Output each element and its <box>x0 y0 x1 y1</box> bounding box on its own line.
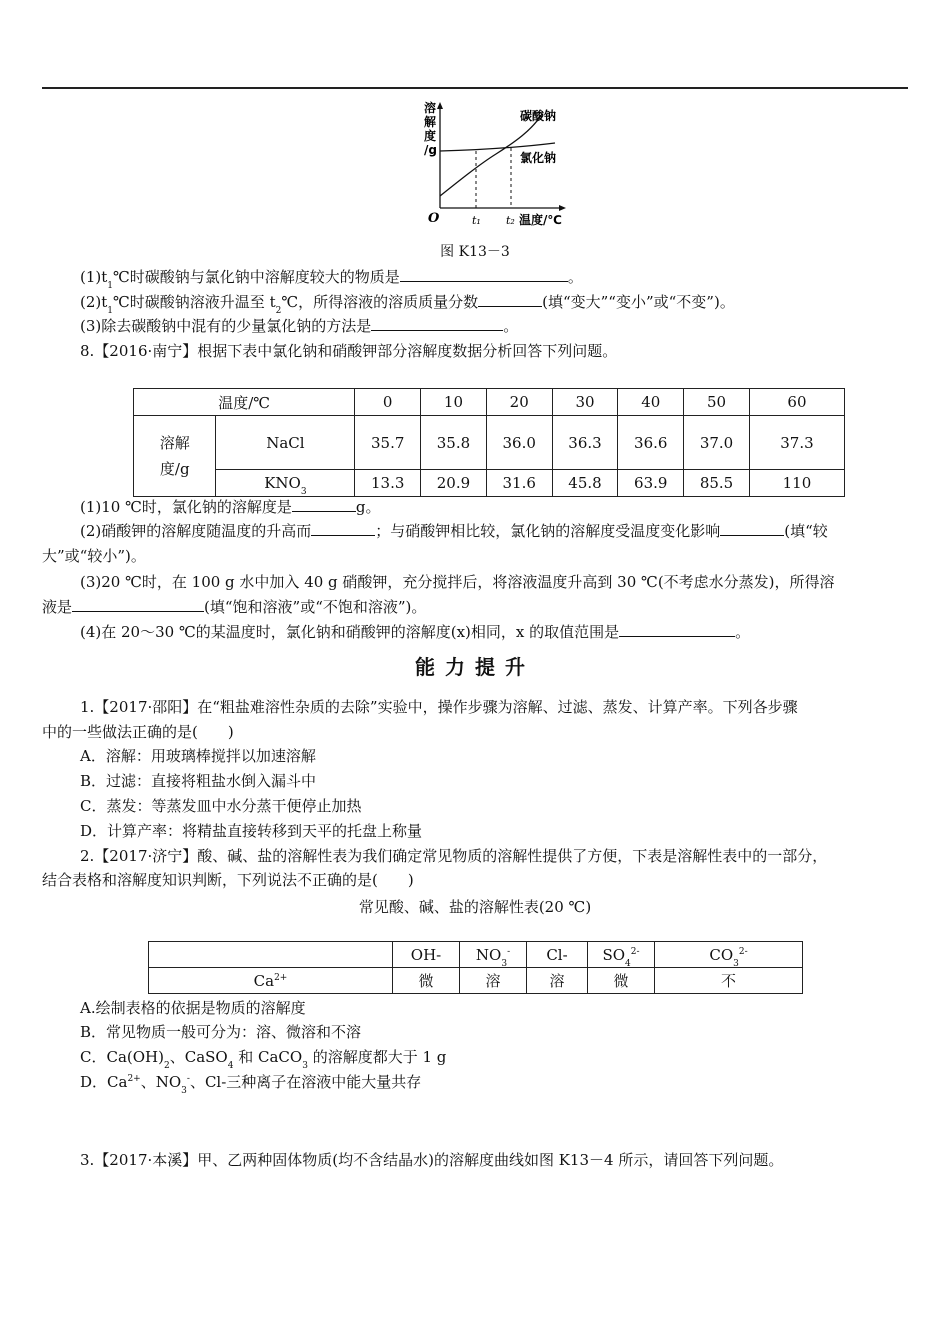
nacl-value: 36.3 <box>552 416 618 470</box>
answer-blank[interactable] <box>720 521 784 536</box>
p2-option-b[interactable]: B．常见物质一般可分为：溶、微溶和不溶 <box>80 1023 362 1041</box>
p2-option-a[interactable]: A.绘制表格的依据是物质的溶解度 <box>80 999 306 1017</box>
q7-part2: $(2)t_1℃$时碳酸钠溶液升温至 $t_2℃$，所得溶液的溶质质量分数 (填“变大”“变小”或“不变”)。 <box>80 293 735 316</box>
nacl-curve <box>440 143 555 151</box>
solubility-figure <box>420 98 570 233</box>
q8-part3-cont: 液是 (填“饱和溶液”或“不饱和溶液”)。 <box>42 598 427 616</box>
curve-label-nacl: 氯化钠 <box>520 151 557 165</box>
anion-cl: Cl- <box>527 942 588 968</box>
kno3-value: 31.6 <box>486 470 552 497</box>
figure-caption: 图 K13－3 <box>440 244 510 260</box>
ylabel-char-1: 溶 <box>424 101 437 115</box>
nacl-value: 37.0 <box>684 416 750 470</box>
q8-part3: (3)20 ℃时，在 100 g 水中加入 40 g 硝酸钾，充分搅拌后，将溶液温度升高到 30 ℃(不考虑水分蒸发)，所得溶 <box>80 573 835 591</box>
p1-option-b[interactable]: B．过滤：直接将粗盐水倒入漏斗中 <box>80 772 317 790</box>
nacl-label: NaCl <box>216 416 355 470</box>
xlabel: 温度/℃ <box>519 213 562 227</box>
nacl-value: 36.0 <box>486 416 552 470</box>
kno3-value: 45.8 <box>552 470 618 497</box>
p2-stem: 2.【2017·济宁】酸、碱、盐的溶解性表为我们确定常见物质的溶解性提供了方便，下表是溶解性表中的一部分， <box>80 847 828 865</box>
p1-stem-cont: 中的一些做法正确的是( ) <box>42 723 234 741</box>
answer-blank[interactable] <box>311 521 375 536</box>
q7-part3: (3)除去碳酸钠中混有的少量氯化钠的方法是 。 <box>80 317 519 335</box>
kno3-value: 110 <box>749 470 844 497</box>
ylabel-char-2: 解 <box>424 115 437 129</box>
header-rule <box>42 87 908 89</box>
anion-no3: $NO_3^-$ <box>460 942 527 968</box>
t2-label: t₂ <box>506 214 515 227</box>
q8-part2: (2)硝酸钾的溶解度随温度的升高而 ；与硝酸钾相比较，氯化钠的溶解度受温度变化影响 (填“较 <box>80 522 828 540</box>
ylabel-char-3: 度 <box>424 129 437 143</box>
answer-blank[interactable] <box>292 497 356 512</box>
solubility-cell: 溶 <box>460 968 527 994</box>
x-axis-arrow <box>559 205 566 211</box>
p1-option-d[interactable]: D．计算产率：将精盐直接转移到天平的托盘上称量 <box>80 822 423 840</box>
solubility-cell: 微 <box>393 968 460 994</box>
temp-cell: 0 <box>355 389 421 416</box>
p3-stem: 3.【2017·本溪】甲、乙两种固体物质(均不含结晶水)的溶解度曲线如图 K13－4 所示，请回答下列问题。 <box>80 1151 784 1169</box>
temp-cell: 20 <box>486 389 552 416</box>
solubility-table <box>133 388 845 497</box>
p2-stem-cont: 结合表格和溶解度知识判断，下列说法不正确的是( ) <box>42 871 414 889</box>
anion-oh: OH- <box>393 942 460 968</box>
temp-header: 温度/℃ <box>134 389 355 416</box>
kno3-label: $KNO_3$ <box>216 470 355 497</box>
temp-cell: 50 <box>684 389 750 416</box>
p1-option-a[interactable]: A．溶解：用玻璃棒搅拌以加速溶解 <box>80 747 316 765</box>
answer-blank[interactable] <box>400 267 568 282</box>
p1-stem: 1.【2017·邵阳】在“粗盐难溶性杂质的去除”实验中，操作步骤为溶解、过滤、蒸发、计算产率。下列各步骤 <box>80 698 798 716</box>
solubility-cell: 溶 <box>527 968 588 994</box>
p1-option-c[interactable]: C．蒸发：等蒸发皿中水分蒸干便停止加热 <box>80 797 362 815</box>
kno3-value: 63.9 <box>618 470 684 497</box>
y-axis-arrow <box>437 102 443 109</box>
answer-blank[interactable] <box>371 316 503 331</box>
kno3-value: 20.9 <box>421 470 487 497</box>
kno3-value: 85.5 <box>684 470 750 497</box>
q8-stem: 8.【2016·南宁】根据下表中氯化钠和硝酸钾部分溶解度数据分析回答下列问题。 <box>80 342 618 360</box>
temp-cell: 40 <box>618 389 684 416</box>
answer-blank[interactable] <box>619 622 735 637</box>
t1-label: t₁ <box>472 214 481 227</box>
corner-cell <box>149 942 393 968</box>
row-group-label: 溶解 度/g <box>134 416 216 497</box>
origin-label: O <box>428 211 440 226</box>
temp-cell: 10 <box>421 389 487 416</box>
anion-so4: $SO_4^{2-}$ <box>588 942 655 968</box>
temp-cell: 30 <box>552 389 618 416</box>
nacl-value: 35.8 <box>421 416 487 470</box>
q7-part1: $(1)t_1℃$时碳酸钠与氯化钠中溶解度较大的物质是 。 <box>80 268 583 291</box>
nacl-value: 35.7 <box>355 416 421 470</box>
p2-option-c[interactable]: C．$Ca(OH)_2$、CaSO$_4$ 和 CaCO$_3$ 的溶解度都大于 1 g <box>80 1048 447 1071</box>
nacl-value: 37.3 <box>749 416 844 470</box>
q8-part1: (1)10 ℃时，氯化钠的溶解度是 g。 <box>80 498 381 516</box>
p2-option-d[interactable]: D．$Ca^{2+}$、$NO_3^-$、Cl-三种离子在溶液中能大量共存 <box>80 1073 422 1096</box>
q8-part4: (4)在 20～30 ℃的某温度时，氯化钠和硝酸钾的溶解度(x)相同，x 的取值范围是 。 <box>80 623 751 641</box>
anion-co3: $CO_3^{2-}$ <box>655 942 803 968</box>
curve-label-na2co3: 碳酸钠 <box>520 109 557 123</box>
answer-blank[interactable] <box>72 597 204 612</box>
solubility-cell: 不 <box>655 968 803 994</box>
kno3-value: 13.3 <box>355 470 421 497</box>
ylabel-char-4: /g <box>424 143 437 157</box>
q8-part2-cont: 大”或“较小”)。 <box>42 547 146 565</box>
temp-cell: 60 <box>749 389 844 416</box>
answer-blank[interactable] <box>478 292 542 307</box>
solubility-rule-table <box>148 941 803 994</box>
nacl-value: 36.6 <box>618 416 684 470</box>
p2-table-title: 常见酸、碱、盐的溶解性表(20 ℃) <box>358 898 592 916</box>
cation-ca: $Ca^{2+}$ <box>149 968 393 994</box>
solubility-cell: 微 <box>588 968 655 994</box>
section-title: 能力提升 <box>415 655 535 679</box>
